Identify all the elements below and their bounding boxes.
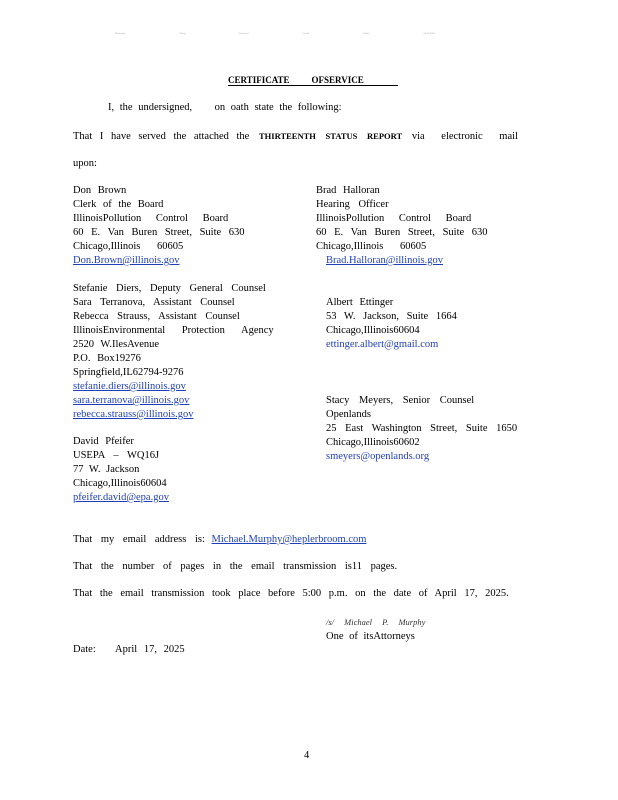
oath-line: I, the undersigned, on oath state the following:: [108, 102, 342, 113]
address-line: IllinoisPollution Control Board: [73, 213, 229, 224]
service-block-right-1: [316, 184, 488, 268]
address-line: Chicago,Illinois60604: [326, 325, 420, 336]
address-line: 53 W. Jackson, Suite 1664: [326, 311, 457, 322]
served-doc-status: STATUS: [325, 131, 358, 141]
address-line: Albert Ettinger: [326, 297, 394, 308]
email-link[interactable]: ettinger.albert@gmail.com: [326, 339, 439, 350]
served-line: [73, 129, 518, 144]
pages-line: That the number of pages in the email transmission is11 pages.: [73, 561, 398, 572]
address-line: Hearing Officer: [316, 199, 389, 210]
address-line: P.O. Box19276: [73, 353, 141, 364]
title-certificate: CERTIFICATE: [228, 75, 312, 86]
service-block-left-2: [73, 282, 274, 422]
address-line: 77 W. Jackson: [73, 464, 140, 475]
service-block-left-1: [73, 184, 245, 268]
faded-header: [115, 32, 435, 35]
time-line: That the email transmission took place before 5:00 p.m. on the date of April 17, 2025.: [73, 588, 509, 599]
email-link[interactable]: stefanie.diers@illinois.gov: [73, 381, 186, 392]
document-title: [228, 75, 398, 85]
upon-label: upon:: [73, 158, 97, 169]
address-line: Chicago,Illinois60604: [73, 478, 167, 489]
address-line: Rebecca Strauss, Assistant Counsel: [73, 311, 240, 322]
address-line: IllinoisPollution Control Board: [316, 213, 472, 224]
faded-header-word: Clerk's: [302, 32, 310, 35]
email-line-prefix: That my email address is:: [73, 534, 205, 545]
faded-header-word: Received: [239, 32, 249, 35]
address-line: 25 East Washington Street, Suite 1650: [326, 423, 518, 434]
address-line: 2520 W.IlesAvenue: [73, 339, 160, 350]
email-line: [73, 533, 404, 547]
address-line: Clerk of the Board: [73, 199, 164, 210]
address-line: Chicago,Illinois 60605: [73, 241, 184, 252]
faded-header-word: Electronic: [115, 32, 126, 35]
address-line: Brad Halloran: [316, 185, 380, 196]
address-line: USEPA – WQ16J: [73, 450, 160, 461]
service-block-right-3: [326, 394, 517, 464]
address-line: Don Brown: [73, 185, 127, 196]
service-block-right-2: [326, 296, 457, 352]
faded-header-word: 04/17/2025: [423, 32, 435, 35]
address-line: Stefanie Diers, Deputy General Counsel: [73, 283, 266, 294]
served-suffix: via electronic mail: [411, 131, 518, 142]
address-line: Sara Terranova, Assistant Counsel: [73, 297, 235, 308]
address-line: Chicago,Illinois 60605: [316, 241, 427, 252]
signature-role: One of itsAttorneys: [326, 631, 415, 642]
title-of-service: OFSERVICE: [312, 75, 398, 86]
served-doc-thirteenth: THIRTEENTH: [259, 131, 316, 141]
email-link[interactable]: sara.terranova@illinois.gov: [73, 395, 190, 406]
address-line: David Pfeifer: [73, 436, 134, 447]
email-link[interactable]: Brad.Halloran@illinois.gov: [326, 255, 443, 266]
service-block-left-3: [73, 435, 169, 505]
address-line: Chicago,Illinois60602: [326, 437, 420, 448]
served-doc-report: REPORT: [367, 131, 403, 141]
email-link[interactable]: rebecca.strauss@illinois.gov: [73, 409, 194, 420]
address-line: 60 E. Van Buren Street, Suite 630: [316, 227, 488, 238]
address-line: Springfield,IL62794-9276: [73, 367, 184, 378]
faded-header-word: Office: [363, 32, 370, 35]
faded-header-word: Filing: [179, 32, 186, 35]
served-prefix: That I have served the attached the: [73, 131, 250, 142]
address-line: Openlands: [326, 409, 371, 420]
signature: /s/ Michael P. Murphy: [326, 617, 426, 627]
address-line: Stacy Meyers, Senior Counsel: [326, 395, 475, 406]
page-number: 4: [304, 750, 310, 761]
date-line: Date: April 17, 2025: [73, 644, 185, 655]
email-link[interactable]: pfeifer.david@epa.gov: [73, 492, 169, 503]
email-link[interactable]: smeyers@openlands.org: [326, 451, 430, 462]
address-line: IllinoisEnvironmental Protection Agency: [73, 325, 274, 336]
attorney-email-link[interactable]: Michael.Murphy@heplerbroom.com: [211, 534, 367, 545]
address-line: 60 E. Van Buren Street, Suite 630: [73, 227, 245, 238]
email-link[interactable]: Don.Brown@illinois.gov: [73, 255, 180, 266]
